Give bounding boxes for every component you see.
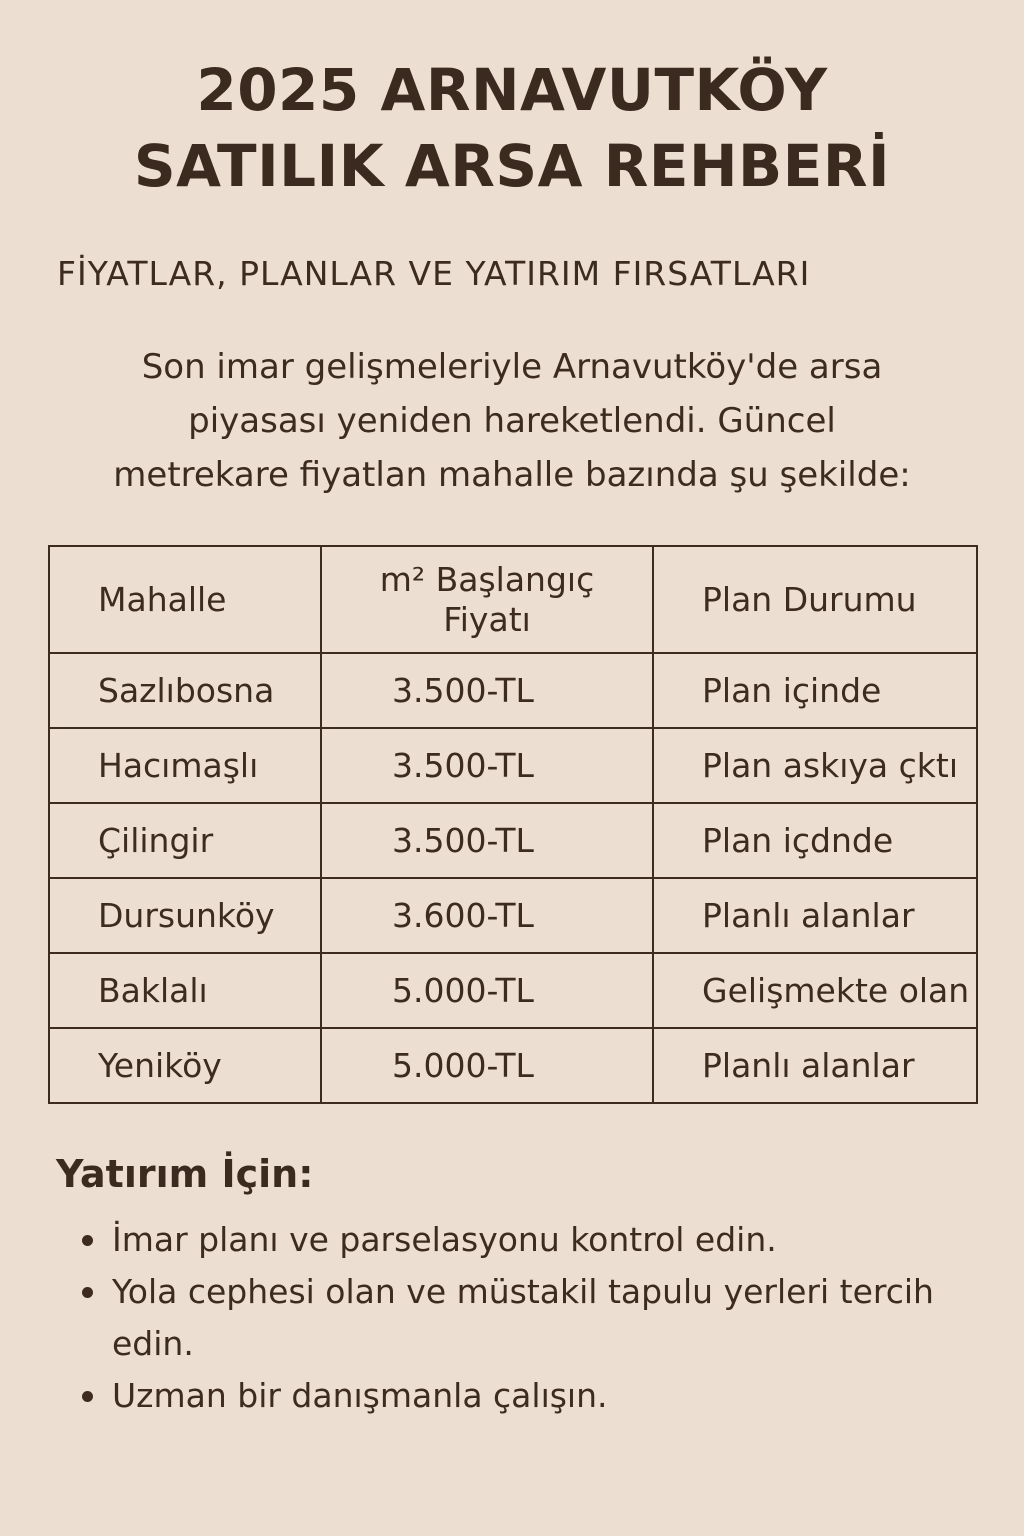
- page-title-line-2: SATILIK ARSA REHBERİ: [133, 132, 891, 200]
- plan-cell: Plan içinde: [653, 653, 977, 728]
- header-price-line-2: Fiyatı: [443, 599, 531, 639]
- page-title-line-1: 2025 ARNAVUTKÖY: [196, 56, 828, 124]
- price-table: [48, 545, 978, 1104]
- intro-line-1: Son imar gelişmeleriyle Arnavutköy'de arsa: [141, 347, 883, 387]
- price-cell: 3.500-TL: [321, 803, 653, 878]
- header-price: [321, 546, 653, 653]
- district-cell: Dursunköy: [49, 878, 321, 953]
- investment-heading: Yatırım İçin:: [56, 1152, 314, 1196]
- header-plan: Plan Durumu: [653, 546, 977, 653]
- district-cell: Baklalı: [49, 953, 321, 1028]
- page-subtitle: FİYATLAR, PLANLAR VE YATIRIM FIRSATLARI: [57, 254, 811, 293]
- tip-text: Yola cephesi olan ve müstakil tapulu yerleri tercih edin.: [112, 1272, 934, 1363]
- price-cell: 3.500-TL: [321, 728, 653, 803]
- plan-cell: Gelişmekte olan: [653, 953, 977, 1028]
- price-cell: 5.000-TL: [321, 1028, 653, 1103]
- intro-paragraph: [40, 340, 984, 502]
- table-header-row: [49, 546, 977, 653]
- page-title: [0, 52, 1024, 204]
- intro-line-2: piyasası yeniden hareketlendi. Güncel: [188, 401, 836, 441]
- table-row: [49, 878, 977, 953]
- investment-tips-list: [56, 1214, 956, 1422]
- intro-line-3: metrekare fiyatlan mahalle bazında şu şekilde:: [113, 455, 911, 495]
- table-row: [49, 728, 977, 803]
- table-row: [49, 803, 977, 878]
- price-cell: 5.000-TL: [321, 953, 653, 1028]
- list-item: [56, 1214, 956, 1266]
- plan-cell: Planlı alanlar: [653, 1028, 977, 1103]
- plan-cell: Plan askıya çktı: [653, 728, 977, 803]
- district-cell: Çilingir: [49, 803, 321, 878]
- table-row: [49, 953, 977, 1028]
- district-cell: Sazlıbosna: [49, 653, 321, 728]
- tip-text: İmar planı ve parselasyonu kontrol edin.: [112, 1220, 777, 1259]
- bullet-icon: [82, 1235, 93, 1246]
- plan-cell: Planlı alanlar: [653, 878, 977, 953]
- plan-cell: Plan içdnde: [653, 803, 977, 878]
- bullet-icon: [82, 1391, 93, 1402]
- list-item: [56, 1266, 956, 1370]
- tip-text: Uzman bir danışmanla çalışın.: [112, 1376, 608, 1415]
- table-row: [49, 1028, 977, 1103]
- price-cell: 3.600-TL: [321, 878, 653, 953]
- list-item: [56, 1370, 956, 1422]
- price-cell: 3.500-TL: [321, 653, 653, 728]
- bullet-icon: [82, 1287, 93, 1298]
- header-district: Mahalle: [49, 546, 321, 653]
- header-price-line-1: m² Başlangıç: [379, 559, 595, 599]
- district-cell: Yeniköy: [49, 1028, 321, 1103]
- table-row: [49, 653, 977, 728]
- district-cell: Hacımaşlı: [49, 728, 321, 803]
